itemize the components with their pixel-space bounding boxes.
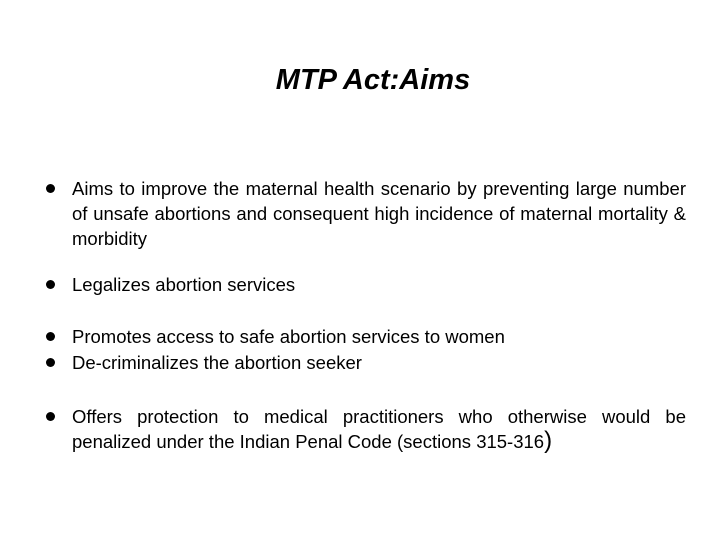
bullet-text: Legalizes abortion services: [72, 274, 296, 295]
closing-parenthesis: ): [544, 427, 553, 454]
bullet-text: Promotes access to safe abortion services to women: [72, 326, 505, 347]
bullet-dot-icon: [46, 184, 55, 193]
bullet-text: De-criminalizes the abortion seeker: [72, 352, 362, 373]
bullet-dot-icon: [46, 358, 55, 367]
bullet-item: [46, 176, 686, 251]
bullet-dot-icon: [46, 280, 55, 289]
bullet-item: [46, 404, 686, 454]
bullet-item: [46, 272, 686, 297]
bullet-dot-icon: [46, 412, 55, 421]
bullet-item: [46, 324, 686, 349]
slide-title: MTP Act:Aims: [275, 64, 471, 96]
bullet-text: Offers protection to medical practitioners who otherwise would be penalized under the Indian Penal Code (sections 315-316: [72, 406, 686, 452]
bullet-dot-icon: [46, 332, 55, 341]
bullet-text-wrap: [72, 404, 686, 454]
bullet-text: Aims to improve the maternal health scenario by preventing large number of unsafe abortions and consequent high incidence of maternal mortality & morbidity: [72, 178, 686, 249]
bullet-item: [46, 350, 686, 375]
